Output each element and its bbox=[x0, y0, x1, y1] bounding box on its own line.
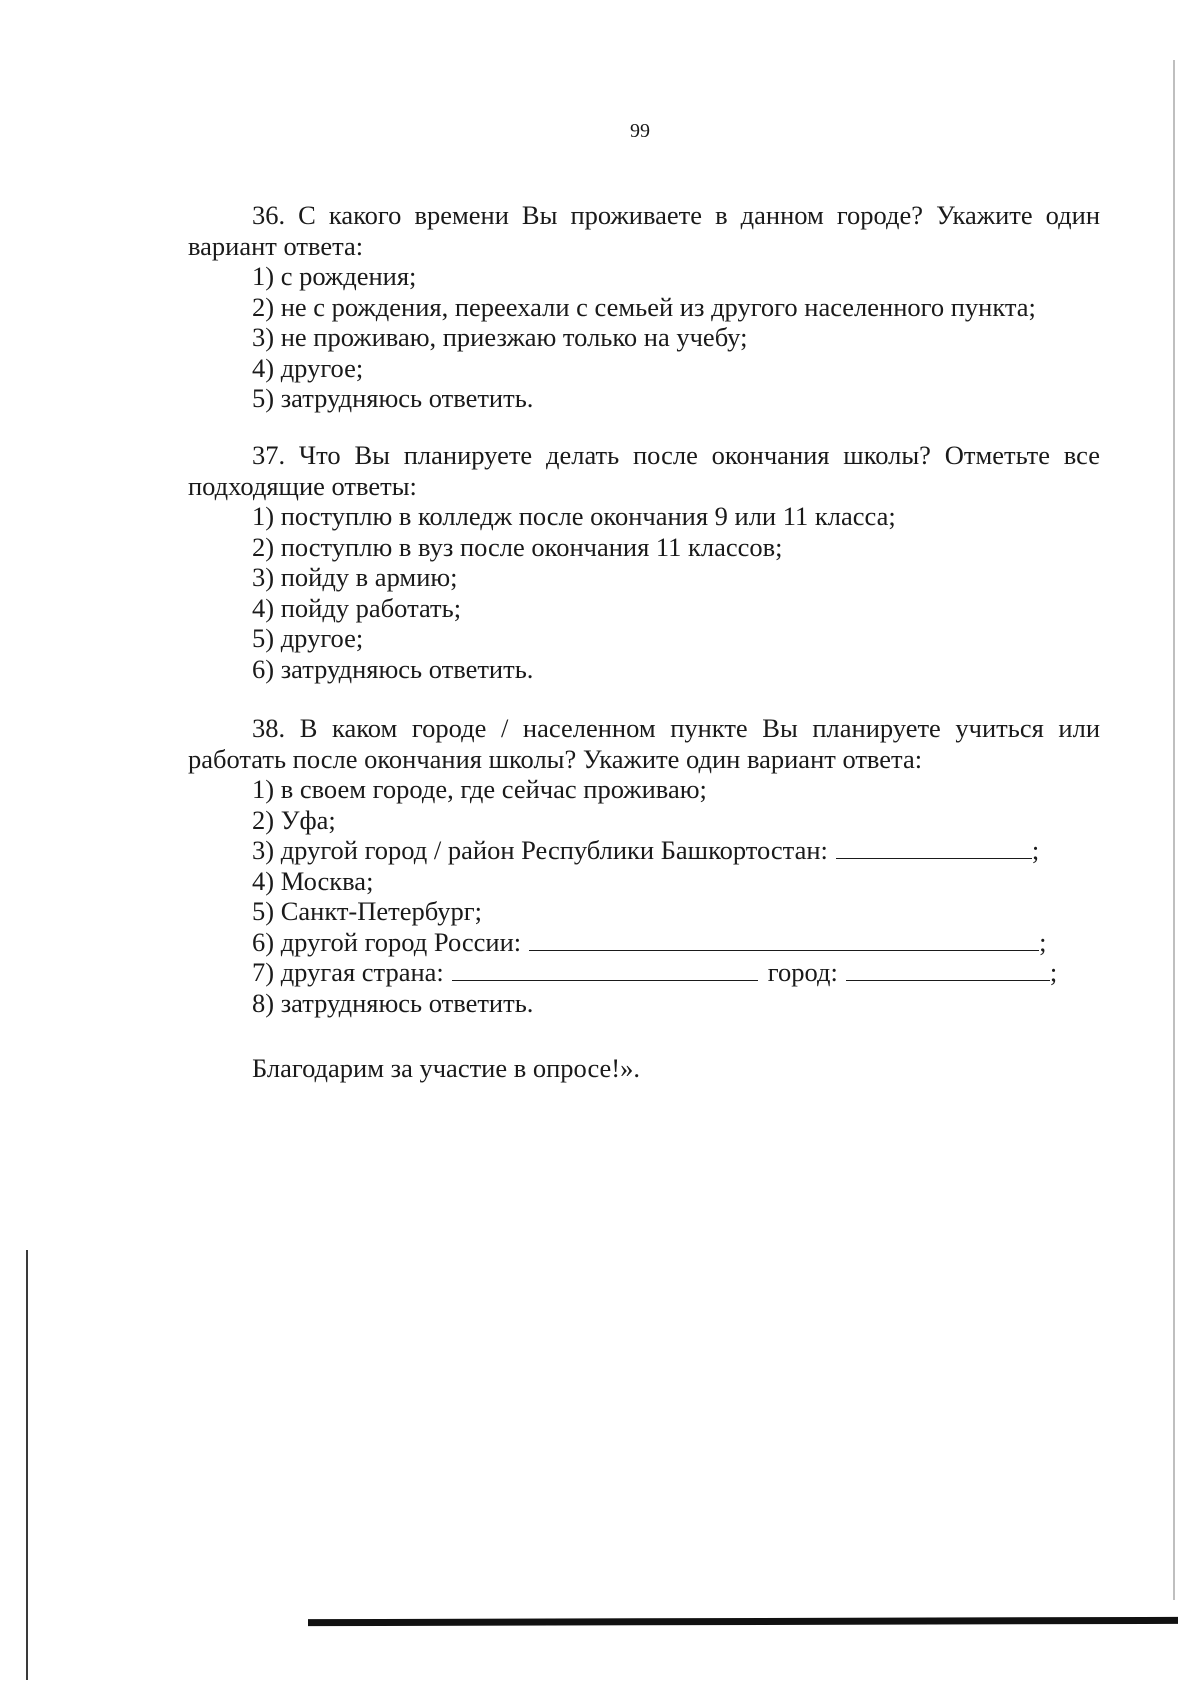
option-item: 2) поступлю в вуз после окончания 11 классов; bbox=[252, 531, 783, 562]
closing-thanks: Благодарим за участие в опросе!». bbox=[252, 1053, 641, 1083]
question-38-options bbox=[188, 774, 1100, 1018]
option-item: 4) пойду работать; bbox=[252, 592, 462, 623]
question-38-text: 38. В каком городе / населенном пункте Вы планируете учиться или работать после окончания школы? Укажите один вариант ответа: bbox=[188, 713, 1100, 774]
option-item: 8) затрудняюсь ответить. bbox=[252, 987, 534, 1018]
question-36 bbox=[188, 200, 1100, 414]
scan-edge-left bbox=[26, 1250, 28, 1680]
question-37-text: 37. Что Вы планируете делать после окончания школы? Отметьте все подходящие ответы: bbox=[188, 440, 1100, 501]
question-37 bbox=[188, 440, 1100, 684]
question-36-text: 36. С какого времени Вы проживаете в данном городе? Укажите один вариант ответа: bbox=[188, 200, 1100, 261]
option-label: 7) другая страна: bbox=[252, 957, 444, 987]
option-item-with-blanks bbox=[252, 957, 1100, 988]
city-label: город: bbox=[767, 957, 838, 987]
line-end: ; bbox=[1049, 957, 1058, 987]
line-end: ; bbox=[1031, 835, 1040, 865]
option-item-with-blank bbox=[252, 835, 1100, 866]
option-item: 3) пойду в армию; bbox=[252, 562, 458, 592]
option-item: 2) Уфа; bbox=[252, 804, 336, 835]
scan-edge-right bbox=[1173, 60, 1175, 1600]
option-label: 3) другой город / район Республики Башкортостан: bbox=[252, 835, 828, 865]
country-blank-field[interactable] bbox=[452, 958, 758, 981]
foreign-city-blank-field[interactable] bbox=[846, 958, 1050, 981]
option-label: 6) другой город России: bbox=[252, 926, 522, 957]
question-37-options bbox=[188, 501, 1100, 684]
question-36-options bbox=[188, 261, 1100, 414]
region-blank-field[interactable] bbox=[836, 836, 1032, 859]
option-item: 6) затрудняюсь ответить. bbox=[252, 653, 534, 684]
option-item: 2) не с рождения, переехали с семьей из другого населенного пункта; bbox=[252, 291, 1036, 322]
option-item: 1) с рождения; bbox=[252, 261, 417, 291]
option-item: 1) поступлю в колледж после окончания 9 или 11 класса; bbox=[252, 501, 896, 531]
option-item: 1) в своем городе, где сейчас проживаю; bbox=[252, 774, 707, 804]
option-item: 4) другое; bbox=[252, 352, 364, 383]
option-item: 3) не проживаю, приезжаю только на учебу; bbox=[252, 322, 748, 352]
option-item: 5) затрудняюсь ответить. bbox=[252, 383, 534, 413]
option-item-with-blank bbox=[252, 927, 1100, 958]
option-item: 5) Санкт-Петербург; bbox=[252, 896, 482, 926]
option-item: 5) другое; bbox=[252, 623, 364, 653]
option-item: 4) Москва; bbox=[252, 865, 374, 896]
scan-bottom-bar bbox=[308, 1617, 1178, 1626]
russia-city-blank-field[interactable] bbox=[529, 928, 1039, 951]
line-end: ; bbox=[1039, 926, 1047, 957]
question-38 bbox=[188, 713, 1100, 1018]
page-number: 99 bbox=[630, 120, 650, 142]
